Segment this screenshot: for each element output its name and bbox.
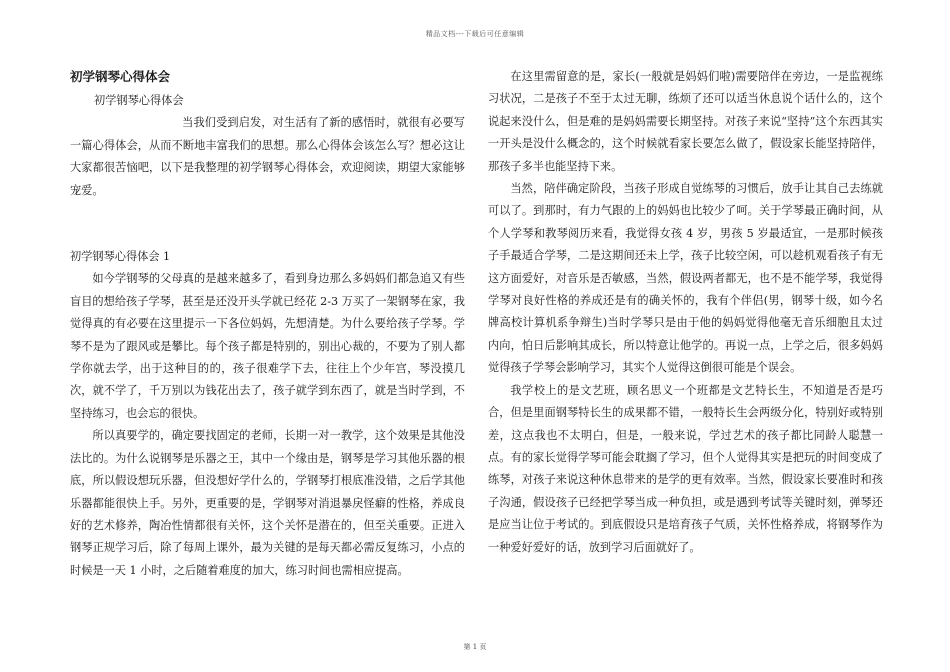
- page-header: 精品文档---下载后可任意编辑: [425, 30, 525, 38]
- left-column: [70, 66, 465, 582]
- intro-text: 当我们受到启发，对生活有了新的感悟时，就很有必要写一篇心得体会，从而不断地丰富我们的思想。那么心得体会该怎么写？想必这让大家都很苦恼吧，以下是我整理的初学钢琴心得体会，欢迎阅读，期望大家能够宠爱。: [70, 116, 465, 197]
- document-title: 初学钢琴心得体会: [70, 69, 171, 84]
- body-paragraph: 如今学钢琴的父母真的是越来越多了，看到身边那么多妈妈们都急追又有些盲目的想给孩子学琴，甚至是还没开头学就已经花 2-3 万买了一架钢琴在家，我觉得真的有必要在这里提示一下各位妈妈，先想清楚。为什么要给孩子学琴。学琴不是为了跟风或是攀比。每个孩子都是特别的，别出心裁的，不要为了别人都学你就去学，出于这种目的的，孩子很难学下去，往往上个少年宫，琴没摸几次，就不学了，千万别以为钱花出去了，孩子就学到东西了，就是当时学到，不坚持练习，也会忘的很快。: [70, 272, 465, 420]
- page-footer: 第 1 页: [463, 643, 487, 651]
- body-paragraph: 所以真要学的，确定要找固定的老师，长期一对一教学，这个效果是其他没法比的。为什么说钢琴是乐器之王，其中一个缘由是，钢琴是学习其他乐器的根底，所以假设想玩乐器，但没想好学什么的，学钢琴打根底准没错，之后学其他乐器都能很快上手。另外，更重要的是，学钢琴对消退暴戾怪癖的性格，养成良好的艺术修养，陶冶性情都很有关怀，这个关怀是潜在的，但至关重要。正进入钢琴正规学习后，除了每周上课外，最为关键的是每天都必需反复练习，小点的时候是一天 1 小时，之后随着难度的加大，练习时间也需相应提高。: [70, 429, 465, 577]
- body-paragraph: 我学校上的是文艺班，顾名思义一个班都是文艺特长生，不知道是否是巧合，但是里面钢琴特长生的成果都不错，一般特长生会两级分化，特别好或特别差，这点我也不太明白，但是，一般来说，学过艺术的孩子都比同龄人聪慧一点。有的家长觉得学琴可能会耽搁了学习，但个人觉得其实是把玩的时间变成了练琴，对孩子来说这种休息带来的是学的更有效率。当然，假设家长要准时和孩子沟通，假设孩子已经把学琴当成一种负担，或是遇到考试等关键时刻，弹琴还是应当让位于考试的。到底假设只是培育孩子气质，关怀性格养成，将钢琴作为一种爱好爱好的话，放到学习后面就好了。: [488, 383, 883, 554]
- document-subtitle: 初学钢琴心得体会: [94, 94, 184, 107]
- body-paragraph: 在这里需留意的是，家长(一般就是妈妈们啦)需要陪伴在旁边，一是监视练习状况，二是孩子不至于太过无聊，练烦了还可以适当休息说个话什么的，这个说起来没什么，但是难的是妈妈需要长期坚持。对孩子来说“坚持”这个东西其实一开头是没什么概念的，这个时候就看家长要怎么做了，假设家长能坚持陪伴，那孩子多半也能坚持下来。: [488, 70, 883, 173]
- right-column: [488, 66, 883, 559]
- body-paragraph: 当然，陪伴确定阶段，当孩子形成自觉练琴的习惯后，放手让其自己去练就可以了。到那时，有力气跟的上的妈妈也比较少了呵。关于学琴最正确时间，从个人学琴和教琴阅历来看，我觉得女孩 4 岁，男孩 5 岁最适宜，一是那时候孩子手最适合学琴，二是这期间还未上学，孩子比较空闲，可以趁机观看孩子有无这方面爱好，对音乐是否敏感，当然，假设两者都无，也不是不能学琴，我觉得学琴对良好性格的养成还是有的确关怀的，我有个伴侣(男，钢琴十级，如今名牌高校计算机系争辩生)当时学琴只是由于他的妈妈觉得他毫无音乐细胞且太过内向，怕日后影响其成长，所以特意让他学的。再说一点，上学之后，很多妈妈觉得孩子学琴会影响学习，其实个人觉得这倒很可能是个误会。: [488, 182, 883, 375]
- section-heading: 初学钢琴心得体会 1: [70, 250, 171, 264]
- intro-paragraph: [70, 112, 465, 202]
